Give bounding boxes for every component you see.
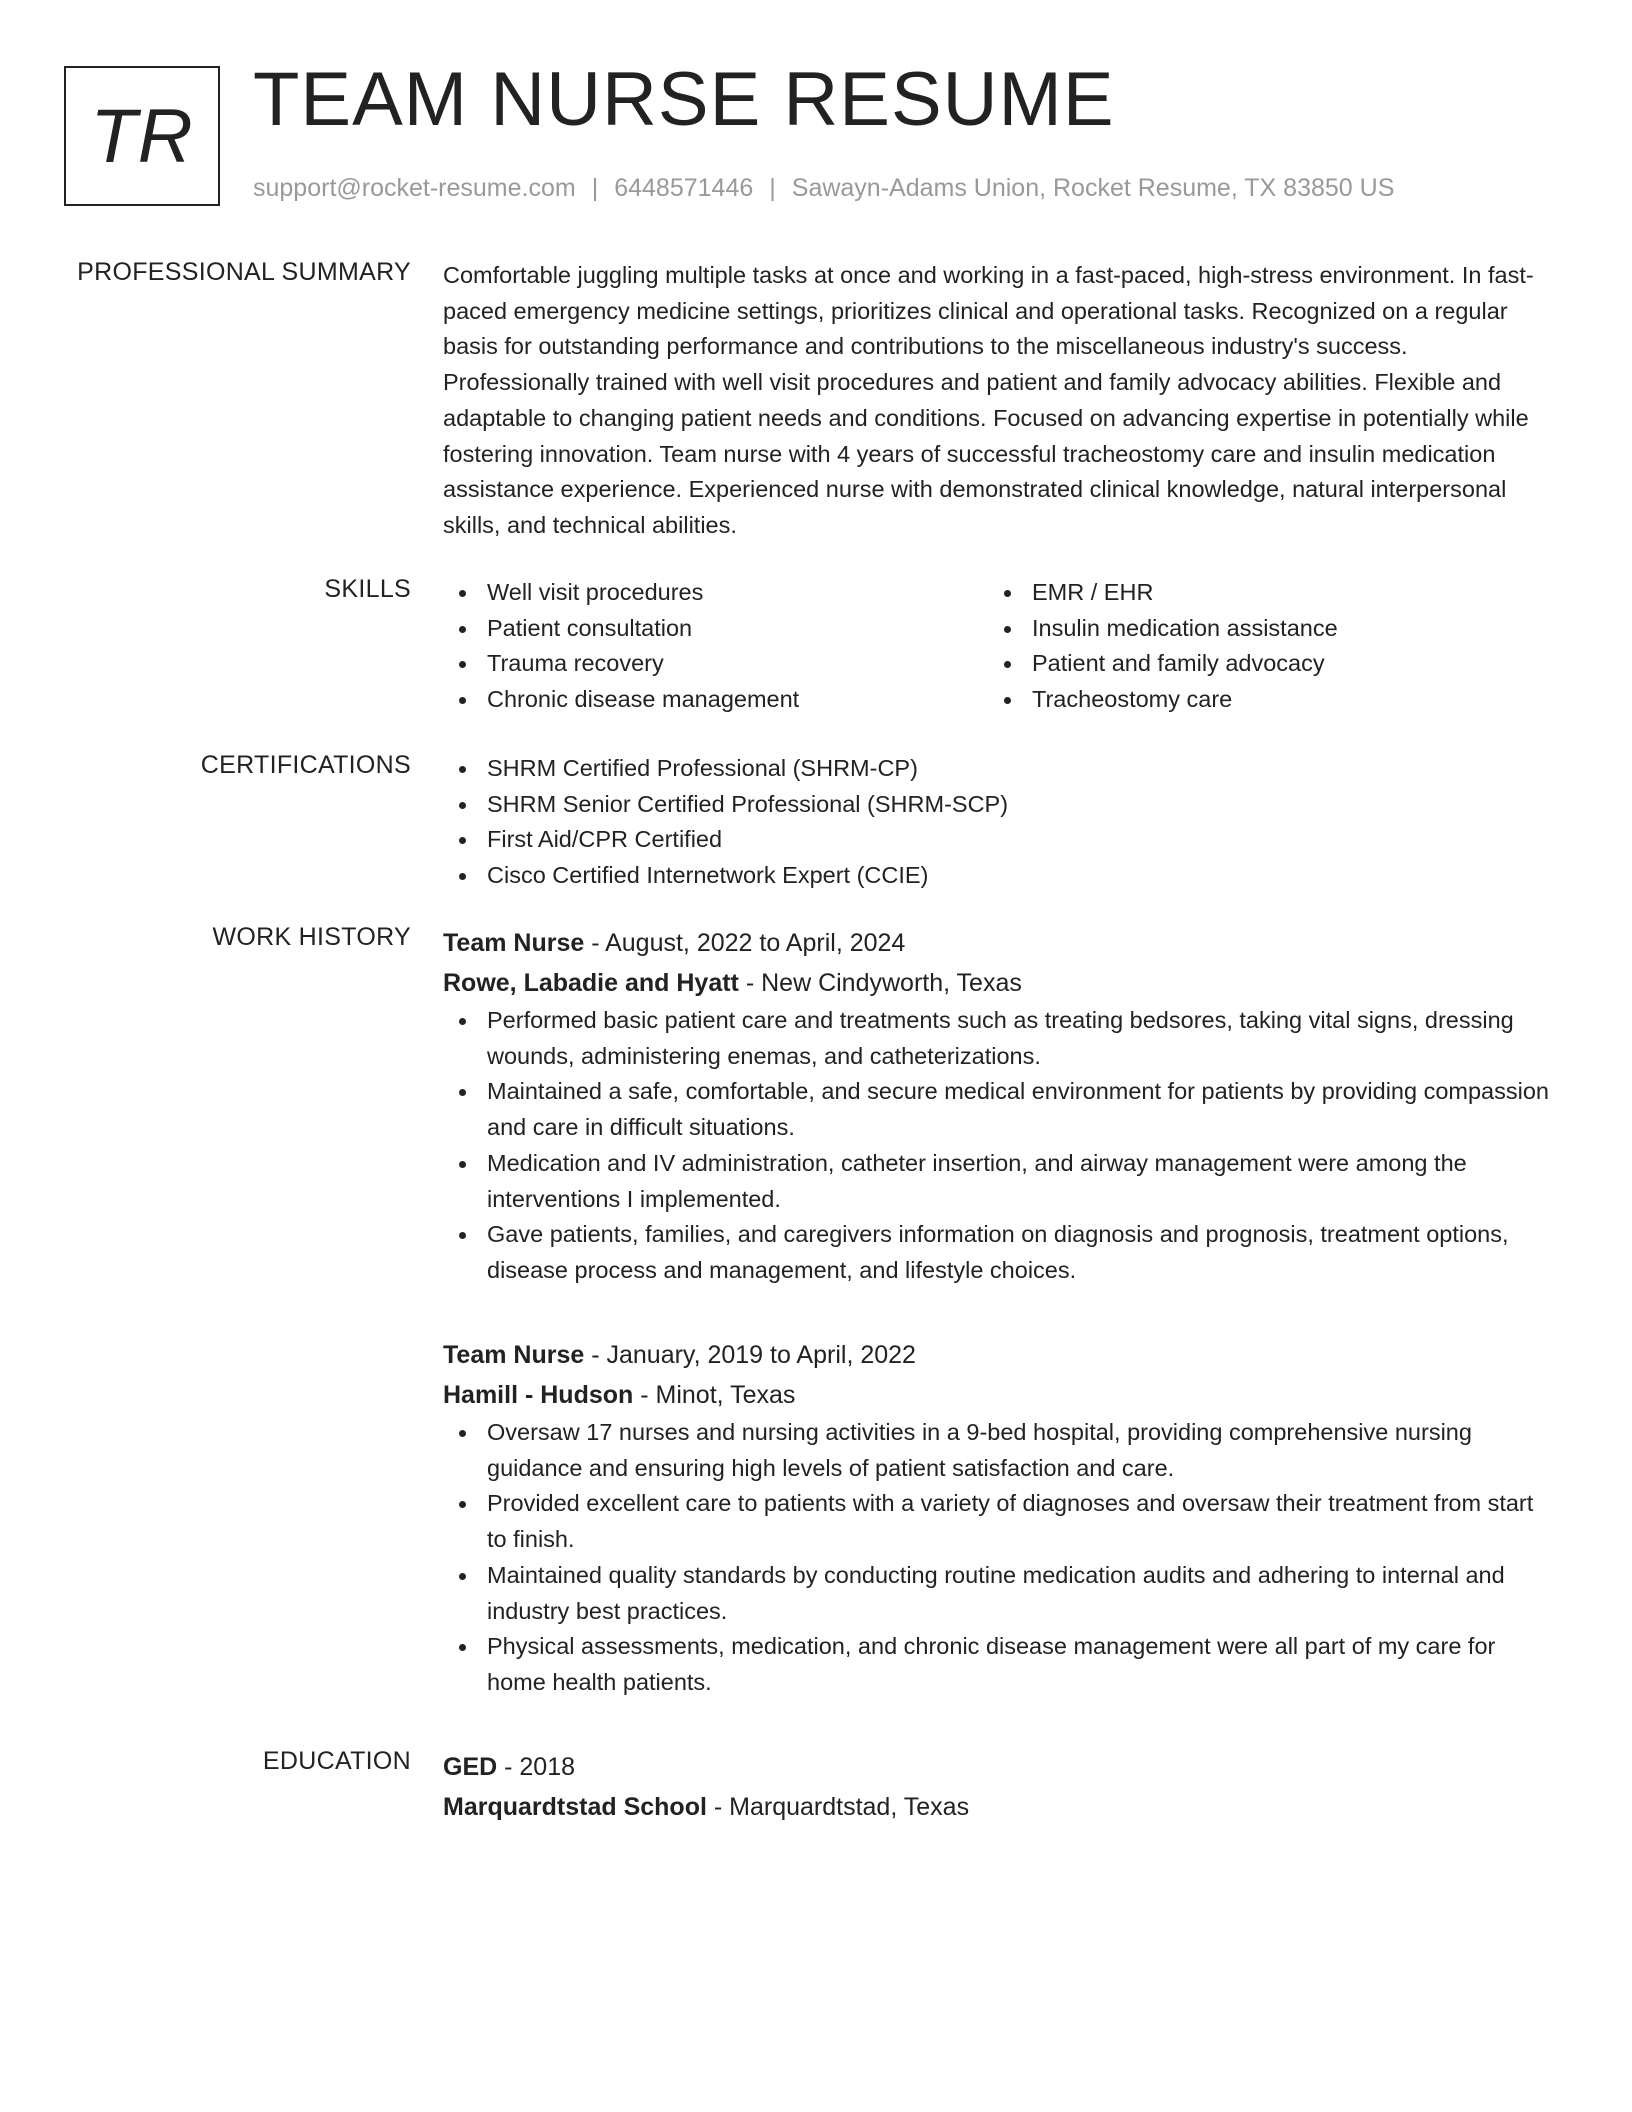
certifications-body	[443, 751, 1553, 894]
skills-grid	[443, 575, 1553, 718]
list-item: Chronic disease management	[443, 682, 988, 718]
job-title: Team Nurse	[443, 1341, 585, 1369]
skills-heading: SKILLS	[324, 575, 411, 603]
certifications-heading: CERTIFICATIONS	[200, 751, 411, 779]
job-title: Team Nurse	[443, 929, 585, 957]
education-entry	[443, 1747, 1553, 1827]
job-entry	[443, 1335, 1553, 1701]
job-location: - New Cindyworth, Texas	[738, 969, 1022, 997]
list-item: Physical assessments, medication, and chronic disease management were all part of my care for home health patients.	[443, 1629, 1553, 1700]
resume-title: TEAM NURSE RESUME	[253, 57, 1115, 142]
list-item: Maintained quality standards by conducting routine medication audits and adhering to internal and industry best practices.	[443, 1558, 1553, 1629]
work-history-heading: WORK HISTORY	[212, 923, 411, 951]
contact-phone: 6448571446	[614, 174, 754, 202]
contact-email: support@rocket-resume.com	[253, 174, 576, 202]
list-item: Gave patients, families, and caregivers information on diagnosis and prognosis, treatment options, disease process and management, and lifestyle choices.	[443, 1217, 1553, 1288]
job-duties-list	[443, 1415, 1553, 1701]
skills-list-right	[988, 575, 1533, 718]
skills-body	[443, 575, 1553, 718]
school-line	[443, 1787, 1553, 1827]
list-item: Maintained a safe, comfortable, and secure medical environment for patients by providing compassion and care in difficult situations.	[443, 1074, 1553, 1145]
contact-separator: |	[769, 174, 776, 202]
contact-separator: |	[591, 174, 599, 202]
job-company-line	[443, 963, 1553, 1003]
list-item: Patient consultation	[443, 611, 988, 647]
list-item: Trauma recovery	[443, 646, 988, 682]
list-item: SHRM Certified Professional (SHRM-CP)	[443, 751, 1553, 787]
job-title-line	[443, 1335, 1553, 1375]
job-dates: - January, 2019 to April, 2022	[584, 1341, 916, 1369]
job-company: Hamill - Hudson	[443, 1381, 634, 1409]
contact-line	[253, 172, 1394, 205]
job-location: - Minot, Texas	[633, 1381, 796, 1409]
summary-body	[443, 258, 1553, 544]
job-duties-list	[443, 1003, 1553, 1289]
school-location: - Marquardtstad, Texas	[706, 1793, 970, 1821]
list-item: Insulin medication assistance	[988, 611, 1533, 647]
job-entry	[443, 923, 1553, 1289]
education-heading: EDUCATION	[262, 1747, 411, 1775]
degree: GED	[443, 1753, 498, 1781]
monogram-logo: TR	[64, 66, 220, 206]
list-item: Medication and IV administration, catheter insertion, and airway management were among the interventions I implemented.	[443, 1146, 1553, 1217]
skills-list-left	[443, 575, 988, 718]
job-company: Rowe, Labadie and Hyatt	[443, 969, 739, 997]
list-item: Oversaw 17 nurses and nursing activities in a 9-bed hospital, providing comprehensive nursing guidance and ensuring high levels of patient satisfaction and care.	[443, 1415, 1553, 1486]
school-name: Marquardtstad School	[443, 1793, 707, 1821]
list-item: SHRM Senior Certified Professional (SHRM-SCP)	[443, 787, 1553, 823]
summary-heading: PROFESSIONAL SUMMARY	[77, 258, 411, 286]
list-item: Cisco Certified Internetwork Expert (CCIE)	[443, 858, 1553, 894]
summary-text: Comfortable juggling multiple tasks at once and working in a fast-paced, high-stress environment. In fast-paced emergency medicine settings, prioritizes clinical and operational tasks. Recognized on a regular basis for outstanding performance and contributions to the miscellaneous industry's success. Professionally trained with well visit procedures and patient and family advocacy abilities. Flexible and adaptable to changing patient needs and conditions. Focused on advancing expertise in potentially while fostering innovation. Team nurse with 4 years of successful tracheostomy care and insulin medication assistance experience. Experienced nurse with demonstrated clinical knowledge, natural interpersonal skills, and technical abilities.	[443, 262, 1534, 538]
degree-year: - 2018	[497, 1753, 576, 1781]
list-item: Patient and family advocacy	[988, 646, 1533, 682]
certifications-list	[443, 751, 1553, 894]
job-company-line	[443, 1375, 1553, 1415]
job-title-line	[443, 923, 1553, 963]
list-item: Well visit procedures	[443, 575, 988, 611]
list-item: Performed basic patient care and treatments such as treating bedsores, taking vital signs, dressing wounds, administering enemas, and catheterizations.	[443, 1003, 1553, 1074]
degree-line	[443, 1747, 1553, 1787]
list-item: Tracheostomy care	[988, 682, 1533, 718]
list-item: Provided excellent care to patients with a variety of diagnoses and oversaw their treatment from start to finish.	[443, 1486, 1553, 1557]
list-item: First Aid/CPR Certified	[443, 822, 1553, 858]
list-item: EMR / EHR	[988, 575, 1533, 611]
job-dates: - August, 2022 to April, 2024	[584, 929, 906, 957]
contact-address: Sawayn-Adams Union, Rocket Resume, TX 83850 US	[791, 174, 1395, 202]
